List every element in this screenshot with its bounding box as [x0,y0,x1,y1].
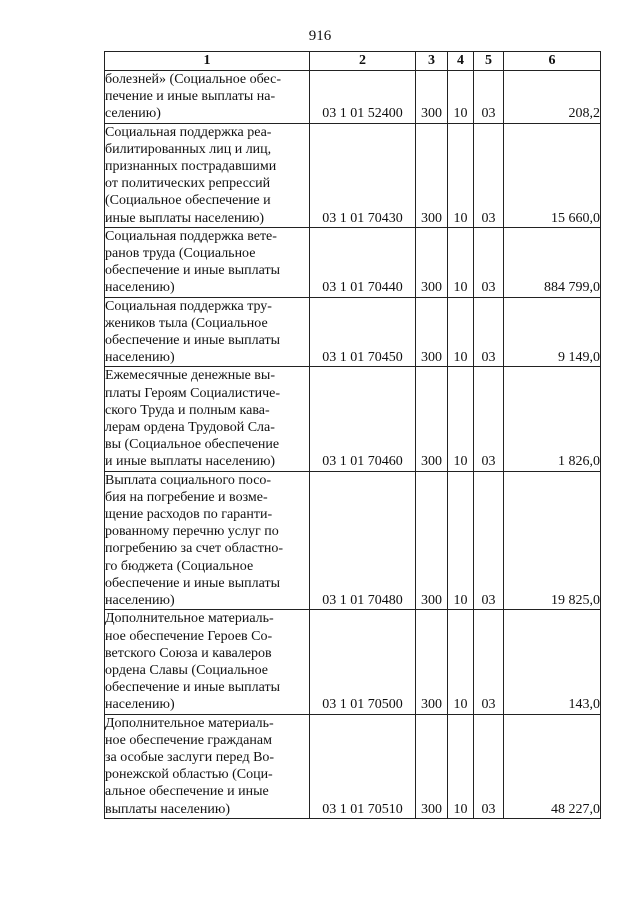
description-line: населению) [105,350,175,366]
section-code: 10 [448,297,474,367]
budget-classification-code: 03 1 01 70500 [310,610,416,714]
description-line: обеспечение и иные выплаты [105,575,280,591]
table-row [105,367,601,471]
expense-type-code: 300 [416,227,448,297]
amount-value: 19 825,0 [504,471,601,610]
section-code: 10 [448,367,474,471]
description-line: жеников тыла (Социальное [105,315,268,331]
description-line: билитированных лиц и лиц, [105,141,272,157]
description-line: ордена Славы (Социальное [105,662,268,678]
description-line: обеспечение и иные выплаты [105,263,280,279]
row-description [105,123,310,227]
budget-classification-code: 03 1 01 70440 [310,227,416,297]
budget-table [104,51,601,819]
description-line: ранов труда (Социальное [105,246,256,262]
description-line: Дополнительное материаль- [105,715,274,731]
section-code: 10 [448,610,474,714]
description-line: болезней» (Социальное обес- [105,72,281,87]
expense-type-code: 300 [416,123,448,227]
description-line: за особые заслуги перед Во- [105,749,275,765]
description-line: селению) [105,106,161,122]
section-code: 10 [448,714,474,818]
description-line: ронежской областью (Соци- [105,767,273,783]
budget-classification-code: 03 1 01 70460 [310,367,416,471]
description-line: ное обеспечение гражданам [105,732,272,748]
table-row [105,71,601,124]
table-row [105,227,601,297]
budget-classification-code: 03 1 01 70480 [310,471,416,610]
column-header-3: 3 [416,52,448,71]
description-line: и иные выплаты населению) [105,454,276,470]
table-row [105,123,601,227]
subsection-code: 03 [474,297,504,367]
description-line: ского Труда и полным кава- [105,402,270,418]
row-description [105,71,310,124]
description-line: щение расходов по гаранти- [105,507,273,523]
section-code: 10 [448,123,474,227]
description-line: (Социальное обеспечение и [105,193,271,209]
section-code: 10 [448,227,474,297]
subsection-code: 03 [474,610,504,714]
amount-value: 884 799,0 [504,227,601,297]
description-line: бия на погребение и возме- [105,489,268,505]
row-description [105,367,310,471]
row-description [105,471,310,610]
column-header-5: 5 [474,52,504,71]
description-line: выплаты населению) [105,801,230,817]
description-line: Выплата социального посо- [105,472,272,488]
column-header-1: 1 [105,52,310,71]
section-code: 10 [448,471,474,610]
amount-value: 9 149,0 [504,297,601,367]
description-line: рованному перечню услуг по [105,524,279,540]
amount-value: 15 660,0 [504,123,601,227]
subsection-code: 03 [474,227,504,297]
amount-value: 1 826,0 [504,367,601,471]
column-header-6: 6 [504,52,601,71]
amount-value: 48 227,0 [504,714,601,818]
description-line: Дополнительное материаль- [105,611,274,627]
description-line: населению) [105,593,175,609]
page-number: 916 [308,28,332,44]
description-line: вы (Социальное обеспечение [105,437,280,453]
row-description [105,714,310,818]
description-line: погребению за счет областно- [105,541,284,557]
column-header-4: 4 [448,52,474,71]
amount-value: 208,2 [504,71,601,124]
budget-classification-code: 03 1 01 52400 [310,71,416,124]
expense-type-code: 300 [416,610,448,714]
description-line: лерам ордена Трудовой Сла- [105,420,275,436]
description-line: обеспечение и иные выплаты [105,333,280,349]
description-line: Социальная поддержка реа- [105,124,272,140]
description-line: го бюджета (Социальное [105,558,254,574]
table-row [105,297,601,367]
subsection-code: 03 [474,367,504,471]
description-line: печение и иные выплаты на- [105,89,276,105]
description-line: Социальная поддержка вете- [105,228,277,244]
table-row [105,610,601,714]
expense-type-code: 300 [416,714,448,818]
column-header-2: 2 [310,52,416,71]
description-line: населению) [105,697,175,713]
description-line: иные выплаты населению) [105,210,265,226]
subsection-code: 03 [474,471,504,610]
table-row [105,471,601,610]
table-row [105,714,601,818]
description-line: обеспечение и иные выплаты [105,680,280,696]
expense-type-code: 300 [416,71,448,124]
expense-type-code: 300 [416,471,448,610]
description-line: платы Героям Социалистиче- [105,385,281,401]
budget-classification-code: 03 1 01 70510 [310,714,416,818]
description-line: от политических репрессий [105,176,271,192]
table-header-row [105,52,601,71]
description-line: альное обеспечение и иные [105,784,269,800]
amount-value: 143,0 [504,610,601,714]
expense-type-code: 300 [416,297,448,367]
description-line: Социальная поддержка тру- [105,298,272,314]
description-line: Ежемесячные денежные вы- [105,368,275,384]
description-line: населению) [105,280,175,296]
row-description [105,610,310,714]
subsection-code: 03 [474,71,504,124]
description-line: ное обеспечение Героев Со- [105,628,273,644]
section-code: 10 [448,71,474,124]
subsection-code: 03 [474,714,504,818]
subsection-code: 03 [474,123,504,227]
description-line: признанных пострадавшими [105,159,277,175]
description-line: ветского Союза и кавалеров [105,645,272,661]
expense-type-code: 300 [416,367,448,471]
budget-classification-code: 03 1 01 70430 [310,123,416,227]
row-description [105,297,310,367]
budget-classification-code: 03 1 01 70450 [310,297,416,367]
row-description [105,227,310,297]
